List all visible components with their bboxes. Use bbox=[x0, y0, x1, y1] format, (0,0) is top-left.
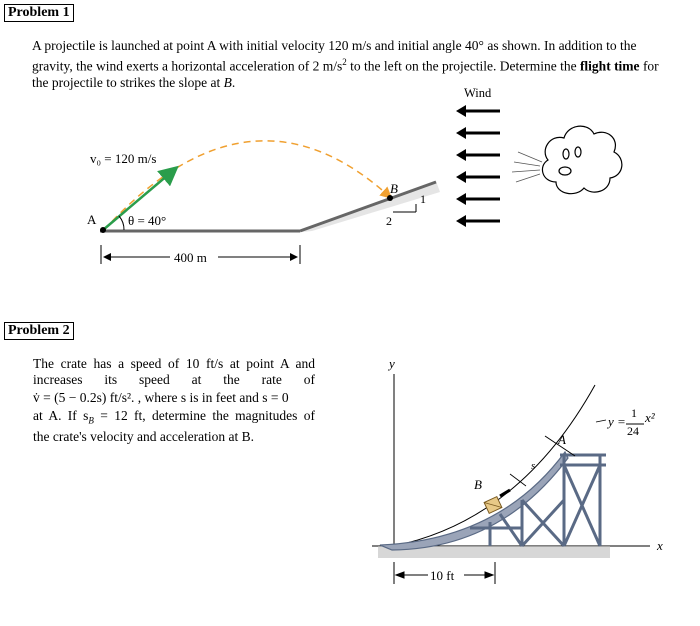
problem2-line4: at A. If $s_B = 12$ ft, determine the magnitudes of bbox=[33, 408, 315, 426]
equation-numerator: 1 bbox=[631, 406, 637, 420]
equation-variable: x² bbox=[645, 410, 655, 425]
velocity-label: v₀ = 120 m/s bbox=[90, 151, 157, 166]
point-a-label: A bbox=[87, 212, 97, 227]
ramp-track bbox=[380, 452, 568, 550]
wind-label: Wind bbox=[464, 86, 492, 100]
equation-lhs: y = bbox=[608, 414, 626, 429]
equation-leader bbox=[596, 420, 606, 422]
problem2-line2: increases its speed at the rate of bbox=[33, 372, 315, 387]
point-a-label-2: A bbox=[558, 432, 566, 447]
problem2-line1: The crate has a speed of 10 ft/s at point A and bbox=[33, 356, 315, 371]
problem1-text-sup: 2 bbox=[342, 57, 347, 67]
distance-label: 400 m bbox=[174, 250, 207, 265]
problem2-rate-expr: v̇ = (5 − 0.2s) ft/s². , where s is in feet and s = 0 bbox=[33, 390, 289, 405]
problem2-line5: the crate's velocity and acceleration at B. bbox=[33, 428, 254, 444]
problem1-text-1: A projectile is launched at point A with initial velocity 120 m/s and initial angle 40° as shown. In addition to the gravity, the wind exerts a horizontal acceleration of 2 m/s bbox=[32, 38, 637, 74]
s-label: s bbox=[531, 460, 536, 472]
problem2-line4-sub: B bbox=[88, 415, 94, 426]
equation-denominator: 24 bbox=[627, 424, 639, 438]
point-b-label: B bbox=[390, 181, 398, 196]
problem1-text-3: for the projectile to strikes the slope at bbox=[32, 58, 659, 90]
y-axis-label: y bbox=[389, 356, 395, 371]
angle-label: θ = 40° bbox=[128, 213, 167, 228]
problem1-text-bold: flight time bbox=[579, 58, 640, 74]
x-axis-label: x bbox=[657, 538, 663, 553]
problem2-heading: Problem 2 bbox=[4, 322, 74, 340]
slope-rise-label: 1 bbox=[420, 192, 426, 206]
problem1-text-2: to the left on the projectile. Determine the bbox=[346, 58, 580, 74]
problem1-text-end: . bbox=[231, 74, 236, 90]
ten-ft-label: 10 ft bbox=[430, 568, 455, 583]
problem1-text-point: B bbox=[223, 74, 232, 90]
problem1-heading: Problem 1 bbox=[4, 4, 74, 22]
point-b-label-2: B bbox=[474, 477, 482, 492]
slope-run-label: 2 bbox=[386, 214, 392, 228]
